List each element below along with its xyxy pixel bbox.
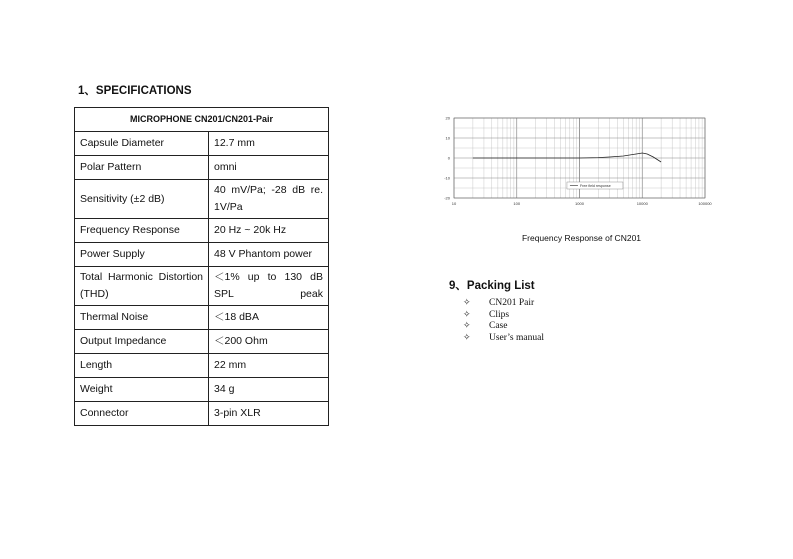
y-tick-label: 0 [447,155,450,161]
spec-value: 48 V Phantom power [209,243,329,267]
spec-value: ＜18 dBA [209,306,329,330]
table-row [75,132,329,156]
packing-item-label: CN201 Pair [489,298,535,308]
list-item [463,298,544,310]
spec-label: Sensitivity (±2 dB) [75,180,209,219]
spec-label: Capsule Diameter [75,132,209,156]
y-tick-label: 10 [445,135,450,141]
spec-label: Polar Pattern [75,156,209,180]
table-row [75,219,329,243]
table-row [75,267,329,306]
diamond-bullet-icon: ✧ [463,332,471,343]
table-row [75,378,329,402]
packing-item-label: Clips [489,309,510,320]
packing-item-label: Case [489,321,508,331]
specifications-heading: 1、SPECIFICATIONS [78,85,192,97]
spec-value: 12.7 mm [209,132,329,156]
chart-caption: Frequency Response of CN201 [521,233,642,243]
diamond-bullet-icon: ✧ [463,321,471,331]
list-item [463,310,544,322]
packing-list-heading: 9、Packing List [449,280,535,292]
x-tick-label: 100 [513,201,521,206]
table-row [75,306,329,330]
spec-label: Output Impedance [75,330,209,354]
table-row [75,354,329,378]
table-row [75,156,329,180]
spec-label: Weight [75,378,209,402]
x-tick-label: 10 [451,201,457,206]
table-header: MICROPHONE CN201/CN201-Pair [75,108,329,132]
spec-value: 22 mm [209,354,329,378]
spec-label: Length [75,354,209,378]
table-row [75,402,329,426]
table-row [75,180,329,219]
spec-value: omni [209,156,329,180]
x-tick-label: 100000 [698,201,712,206]
spec-label-text: Total Harmonic Distortion (THD) [80,271,203,300]
packing-item-label: User’s manual [489,332,544,343]
spec-label: Connector [75,402,209,426]
spec-label: Frequency Response [75,219,209,243]
spec-label: Thermal Noise [75,306,209,330]
spec-label [75,267,209,306]
table-header-row [75,108,329,132]
spec-label: Power Supply [75,243,209,267]
x-tick-label: 10000 [636,201,648,206]
list-item [463,333,544,345]
legend-label: Free field response [579,184,611,188]
list-item [463,321,544,333]
series-line [473,153,661,162]
spec-value: ＜200 Ohm [209,330,329,354]
specifications-table [74,107,329,426]
spec-value [209,267,329,306]
y-tick-label: -10 [444,175,450,181]
spec-value-text: 40 mV/Pa; -28 dB re. 1V/Pa [214,184,323,213]
table-row [75,330,329,354]
frequency-response-chart [438,112,725,212]
spec-value: 3-pin XLR [209,402,329,426]
diamond-bullet-icon: ✧ [463,298,471,308]
y-tick-label: 20 [445,115,450,121]
packing-list [463,298,544,344]
spec-value-text: ＜1% up to 130 dB SPL peak [214,271,323,300]
spec-value: 34 g [209,378,329,402]
spec-value: 20 Hz ~ 20k Hz [209,219,329,243]
table-row [75,243,329,267]
y-tick-label: -20 [444,195,450,201]
diamond-bullet-icon: ✧ [463,309,471,320]
spec-value [209,180,329,219]
x-tick-label: 1000 [575,201,584,206]
